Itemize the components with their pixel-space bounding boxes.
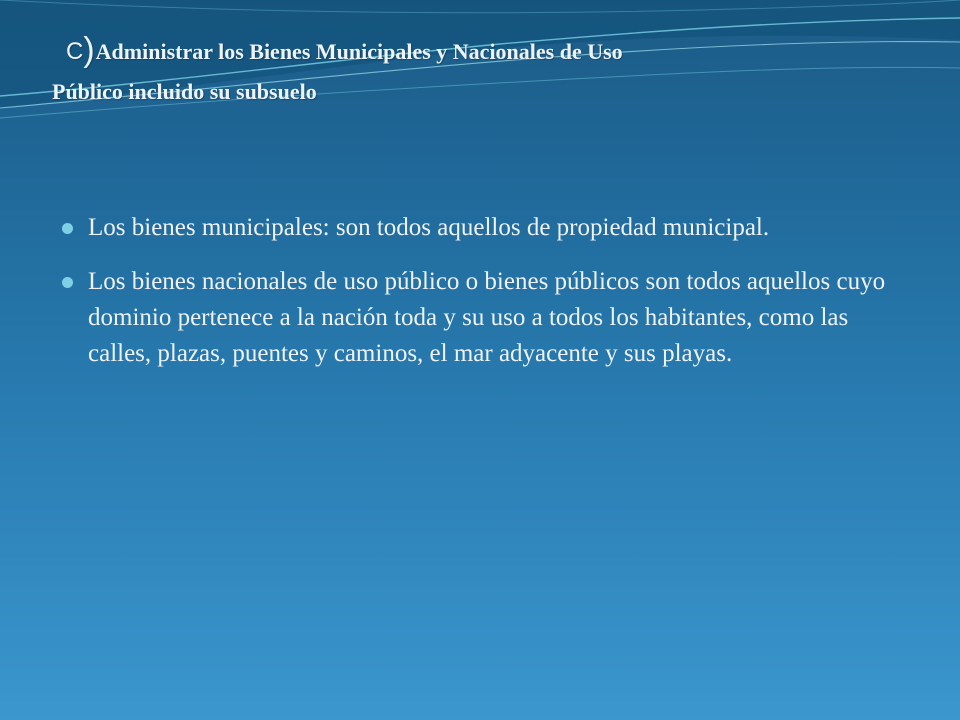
title-letter: C [66,38,84,65]
list-item [62,264,912,372]
title-line-2: Público incluido su subsuelo [52,79,317,104]
title-line-1 [52,28,912,72]
title-line-1-text: Administrar los Bienes Municipales y Nacionales de Uso [95,39,623,64]
title-paren: ) [83,31,95,69]
list-item-text: Los bienes nacionales de uso público o bienes públicos son todos aquellos cuyo dominio pertenece a la nación toda y su uso a todos los habitantes, como las calles, plazas, puentes y caminos, el mar adyacente y sus playas. [88,268,886,367]
slide-title [52,28,912,112]
bullet-icon [62,223,73,234]
list-item-text: Los bienes municipales: son todos aquellos de propiedad municipal. [88,214,770,241]
content-list [62,210,912,390]
list-item [62,210,912,246]
bullet-icon [62,277,73,288]
